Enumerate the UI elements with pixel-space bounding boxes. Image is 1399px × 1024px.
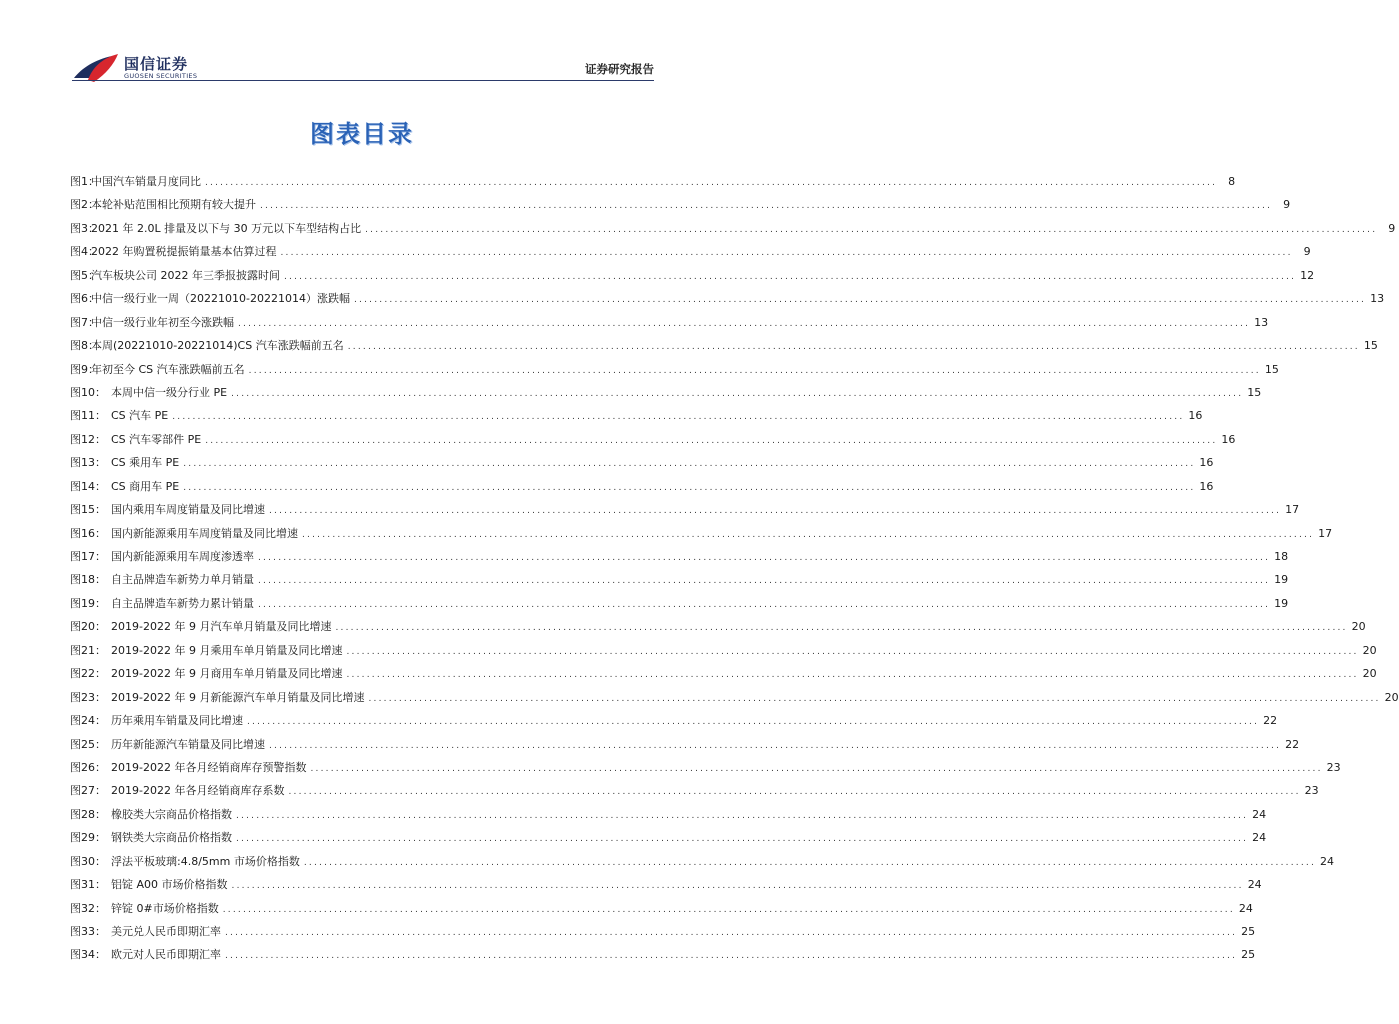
toc-entry-page: 17: [1318, 526, 1333, 540]
toc-entry-title: CS 商用车 PE: [111, 479, 180, 493]
toc-entry-title: 国内乘用车周度销量及同比增速: [111, 503, 265, 517]
toc-entry-page: 15: [1363, 339, 1378, 353]
toc-entry-title: 本周中信一级分行业 PE: [111, 385, 228, 399]
toc-entry[interactable]: [70, 334, 1378, 357]
toc-entry[interactable]: [70, 873, 1262, 896]
toc-leader-dots: ........................................................................................................................................................................................................: [258, 553, 1271, 563]
toc-entry[interactable]: [70, 920, 1256, 943]
toc-leader-dots: ........................................................................................................................................................................................................: [368, 693, 1381, 704]
toc-leader-dots: ........................................................................................................................................................................................................: [172, 412, 1185, 423]
toc-entry-number: 图32：: [70, 901, 106, 915]
toc-leader-dots: ........................................................................................................................................................................................................: [302, 529, 1315, 540]
toc-entry-number: 图17：: [70, 550, 106, 563]
toc-leader-dots: ........................................................................................................................................................................................................: [310, 763, 1323, 774]
toc-entry-number: 图30：: [70, 854, 106, 868]
toc-leader-dots: ........................................................................................................................................................................................................: [353, 295, 1367, 306]
toc-entry-title: 本周(20221010-20221014)CS 汽车涨跌幅前五名: [91, 339, 344, 353]
toc-entry-number: 图11：: [70, 409, 106, 423]
toc-entry-page: 24: [1238, 901, 1253, 915]
toc-entry[interactable]: [70, 428, 1236, 451]
toc-entry-number: 图4：: [70, 245, 99, 259]
toc-entry[interactable]: [70, 264, 1315, 287]
toc-entry[interactable]: [70, 686, 1399, 709]
toc-entry-number: 图20：: [70, 620, 106, 634]
toc-entry[interactable]: [70, 709, 1278, 732]
toc-entry-title: CS 乘用车 PE: [111, 456, 180, 470]
toc-entry-page: 19: [1274, 596, 1289, 610]
toc-leader-dots: ........................................................................................................................................................................................................: [238, 318, 1251, 329]
toc-entry-title: 2019-2022 年各月经销商库存预警指数: [111, 760, 307, 774]
toc-entry-title: 自主品牌造车新势力累计销量: [111, 596, 254, 610]
toc-entry-page: 20: [1362, 643, 1377, 657]
toc-entry[interactable]: [70, 193, 1291, 216]
toc-entry-page: 9: [1303, 245, 1311, 259]
toc-entry[interactable]: [70, 850, 1335, 873]
toc-leader-dots: ........................................................................................................................................................................................................: [365, 224, 1378, 235]
toc-leader-dots: ........................................................................................................................................................................................................: [231, 388, 1244, 399]
toc-entry-number: 图12：: [70, 432, 106, 446]
toc-entry-page: 24: [1252, 807, 1267, 821]
toc-leader-dots: ........................................................................................................................................................................................................: [205, 435, 1218, 446]
toc-leader-dots: ........................................................................................................................................................................................................: [236, 834, 1249, 845]
toc-entry-number: 图7：: [70, 315, 99, 329]
toc-entry-page: 12: [1300, 268, 1315, 282]
figure-list: [70, 170, 1399, 967]
toc-entry-page: 24: [1247, 878, 1262, 892]
toc-entry[interactable]: [70, 615, 1366, 638]
toc-entry[interactable]: [70, 592, 1289, 615]
toc-entry-number: 图26：: [70, 760, 106, 774]
toc-entry-number: 图16：: [70, 526, 106, 540]
toc-entry-title: 锌锭 0#市场价格指数: [111, 901, 219, 915]
toc-leader-dots: ........................................................................................................................................................................................................: [205, 178, 1218, 188]
toc-leader-dots: ........................................................................................................................................................................................................: [231, 881, 1244, 892]
toc-entry-title: 中信一级行业一周（20221010-20221014）涨跌幅: [91, 292, 350, 306]
toc-entry-title: 历年新能源汽车销量及同比增速: [111, 737, 265, 751]
toc-entry[interactable]: [70, 358, 1279, 381]
toc-entry-number: 图34：: [70, 948, 106, 962]
toc-entry[interactable]: [70, 756, 1341, 779]
toc-entry[interactable]: [70, 475, 1214, 498]
toc-entry-title: 橡胶类大宗商品价格指数: [111, 807, 232, 821]
toc-entry[interactable]: [70, 943, 1256, 966]
toc-entry-page: 20: [1362, 667, 1377, 681]
toc-leader-dots: ........................................................................................................................................................................................................: [269, 740, 1282, 751]
toc-entry-page: 25: [1241, 925, 1256, 938]
toc-entry-title: 2019-2022 年 9 月商用车单月销量及同比增速: [111, 667, 343, 681]
toc-entry-title: 欧元对人民币即期汇率: [111, 948, 221, 962]
toc-entry-number: 图21：: [70, 643, 106, 657]
toc-entry-title: 中信一级行业年初至今涨跌幅: [91, 315, 234, 329]
toc-entry-number: 图2：: [70, 198, 99, 212]
toc-entry[interactable]: [70, 170, 1236, 193]
toc-entry-title: 国内新能源乘用车周度销量及同比增速: [111, 526, 298, 540]
toc-entry-number: 图19：: [70, 596, 106, 610]
toc-entry-page: 16: [1221, 432, 1236, 446]
toc-entry-page: 20: [1351, 620, 1366, 634]
toc-entry-page: 16: [1199, 456, 1214, 470]
logo-text-en: GUOSEN SECURITIES: [124, 72, 198, 80]
toc-entry-page: 16: [1188, 409, 1203, 423]
toc-entry-title: 浮法平板玻璃:4.8/5mm 市场价格指数: [111, 854, 300, 868]
page-header: [0, 0, 724, 90]
page-title: 图表目录: [310, 120, 414, 148]
toc-entry-title: 铝锭 A00 市场价格指数: [111, 878, 228, 892]
toc-entry[interactable]: [70, 779, 1319, 802]
toc-entry-number: 图25：: [70, 737, 106, 751]
toc-entry-title: 中国汽车销量月度同比: [91, 175, 201, 188]
toc-entry[interactable]: [70, 662, 1377, 685]
toc-leader-dots: ........................................................................................................................................................................................................: [236, 810, 1249, 821]
toc-entry-page: 15: [1247, 385, 1262, 399]
toc-leader-dots: ........................................................................................................................................................................................................: [225, 951, 1238, 962]
toc-leader-dots: ........................................................................................................................................................................................................: [346, 646, 1359, 657]
toc-entry-page: 8: [1228, 175, 1236, 188]
toc-entry[interactable]: [70, 545, 1289, 568]
toc-entry-title: 历年乘用车销量及同比增速: [111, 714, 243, 728]
toc-leader-dots: ........................................................................................................................................................................................................: [222, 904, 1235, 915]
logo-text-cn: 国信证券: [124, 55, 189, 73]
toc-entry-page: 24: [1320, 854, 1335, 868]
toc-entry-number: 图27：: [70, 784, 106, 798]
toc-leader-dots: ........................................................................................................................................................................................................: [258, 576, 1271, 587]
toc-entry-page: 19: [1274, 573, 1289, 587]
toc-entry[interactable]: [70, 897, 1253, 920]
toc-entry[interactable]: [70, 451, 1214, 474]
toc-entry-page: 18: [1274, 550, 1289, 563]
toc-entry-page: 17: [1285, 503, 1300, 517]
toc-entry[interactable]: [70, 522, 1333, 545]
toc-entry[interactable]: [70, 733, 1300, 756]
toc-entry[interactable]: [70, 826, 1267, 849]
toc-leader-dots: ........................................................................................................................................................................................................: [346, 670, 1359, 681]
toc-entry-title: 2019-2022 年 9 月汽车单月销量及同比增速: [111, 620, 332, 634]
toc-entry[interactable]: [70, 381, 1262, 404]
toc-leader-dots: ........................................................................................................................................................................................................: [258, 599, 1271, 610]
toc-entry-page: 9: [1388, 221, 1396, 235]
toc-entry-page: 15: [1264, 362, 1279, 376]
toc-entry[interactable]: [70, 404, 1203, 427]
toc-entry[interactable]: [70, 287, 1385, 310]
toc-entry-title: 本轮补贴范围相比预期有较大提升: [91, 198, 256, 212]
toc-entry-number: 图5：: [70, 268, 99, 282]
toc-entry[interactable]: [70, 803, 1267, 826]
toc-entry-number: 图14：: [70, 479, 106, 493]
toc-entry-number: 图8：: [70, 339, 99, 353]
toc-entry-page: 24: [1252, 831, 1267, 845]
toc-leader-dots: ........................................................................................................................................................................................................: [225, 928, 1238, 938]
toc-entry-number: 图22：: [70, 667, 106, 681]
toc-leader-dots: ........................................................................................................................................................................................................: [269, 506, 1282, 517]
toc-leader-dots: ........................................................................................................................................................................................................: [288, 787, 1301, 798]
toc-entry-page: 13: [1370, 292, 1385, 306]
toc-entry-number: 图33：: [70, 925, 106, 938]
toc-leader-dots: ........................................................................................................................................................................................................: [247, 717, 1260, 728]
toc-entry-number: 图29：: [70, 831, 106, 845]
toc-entry-title: 自主品牌造车新势力单月销量: [111, 573, 254, 587]
toc-entry-number: 图18：: [70, 573, 106, 587]
toc-leader-dots: ........................................................................................................................................................................................................: [335, 623, 1348, 634]
toc-entry-title: CS 汽车 PE: [111, 409, 169, 423]
toc-entry-number: 图28：: [70, 807, 106, 821]
toc-leader-dots: ........................................................................................................................................................................................................: [284, 271, 1297, 282]
toc-leader-dots: ........................................................................................................................................................................................................: [183, 459, 1196, 470]
toc-entry-number: 图6：: [70, 292, 99, 306]
toc-entry-number: 图15：: [70, 503, 106, 517]
toc-leader-dots: ........................................................................................................................................................................................................: [183, 482, 1196, 493]
toc-entry-page: 23: [1304, 784, 1319, 798]
toc-entry-title: 2022 年购置税提振销量基本估算过程: [91, 245, 277, 259]
toc-leader-dots: ........................................................................................................................................................................................................: [248, 365, 1261, 376]
toc-entry[interactable]: [70, 217, 1396, 240]
toc-entry-number: 图24：: [70, 714, 106, 728]
toc-entry-page: 20: [1384, 690, 1399, 704]
toc-entry-title: 美元兑人民币即期汇率: [111, 925, 221, 938]
toc-entry-number: 图23：: [70, 690, 106, 704]
header-divider: [72, 80, 654, 81]
toc-entry-title: 国内新能源乘用车周度渗透率: [111, 550, 254, 563]
toc-leader-dots: ........................................................................................................................................................................................................: [347, 342, 1360, 353]
toc-leader-dots: ........................................................................................................................................................................................................: [303, 857, 1317, 868]
toc-entry[interactable]: [70, 498, 1300, 521]
toc-entry[interactable]: [70, 311, 1269, 334]
toc-entry-title: 2019-2022 年各月经销商库存系数: [111, 784, 285, 798]
toc-entry-number: 图3：: [70, 221, 99, 235]
toc-entry-number: 图31：: [70, 878, 106, 892]
toc-entry-page: 13: [1254, 315, 1269, 329]
toc-leader-dots: ........................................................................................................................................................................................................: [260, 201, 1273, 212]
toc-entry-title: 汽车板块公司 2022 年三季报披露时间: [91, 268, 280, 282]
toc-entry-title: 2019-2022 年 9 月新能源汽车单月销量及同比增速: [111, 690, 365, 704]
guosen-logo-icon: [72, 50, 122, 84]
toc-entry-number: 图9：: [70, 362, 99, 376]
toc-entry-page: 9: [1283, 198, 1291, 212]
toc-entry-page: 25: [1241, 948, 1256, 962]
toc-entry[interactable]: [70, 639, 1377, 662]
toc-entry[interactable]: [70, 240, 1311, 263]
toc-entry-title: 钢铁类大宗商品价格指数: [111, 831, 232, 845]
report-type-label: 证券研究报告: [585, 62, 654, 76]
toc-entry-title: 2021 年 2.0L 排量及以下与 30 万元以下车型结构占比: [91, 221, 362, 235]
toc-entry-number: 图1：: [70, 175, 99, 188]
toc-entry[interactable]: [70, 568, 1289, 591]
toc-entry-page: 22: [1263, 714, 1278, 728]
toc-entry-page: 16: [1199, 479, 1214, 493]
toc-entry-title: CS 汽车零部件 PE: [111, 432, 202, 446]
toc-leader-dots: ........................................................................................................................................................................................................: [280, 248, 1293, 259]
toc-entry-number: 图13：: [70, 456, 106, 470]
toc-entry-page: 23: [1326, 760, 1341, 774]
toc-entry-title: 年初至今 CS 汽车涨跌幅前五名: [91, 362, 245, 376]
toc-entry-title: 2019-2022 年 9 月乘用车单月销量及同比增速: [111, 643, 343, 657]
toc-entry-page: 22: [1285, 737, 1300, 751]
toc-entry-number: 图10：: [70, 385, 106, 399]
